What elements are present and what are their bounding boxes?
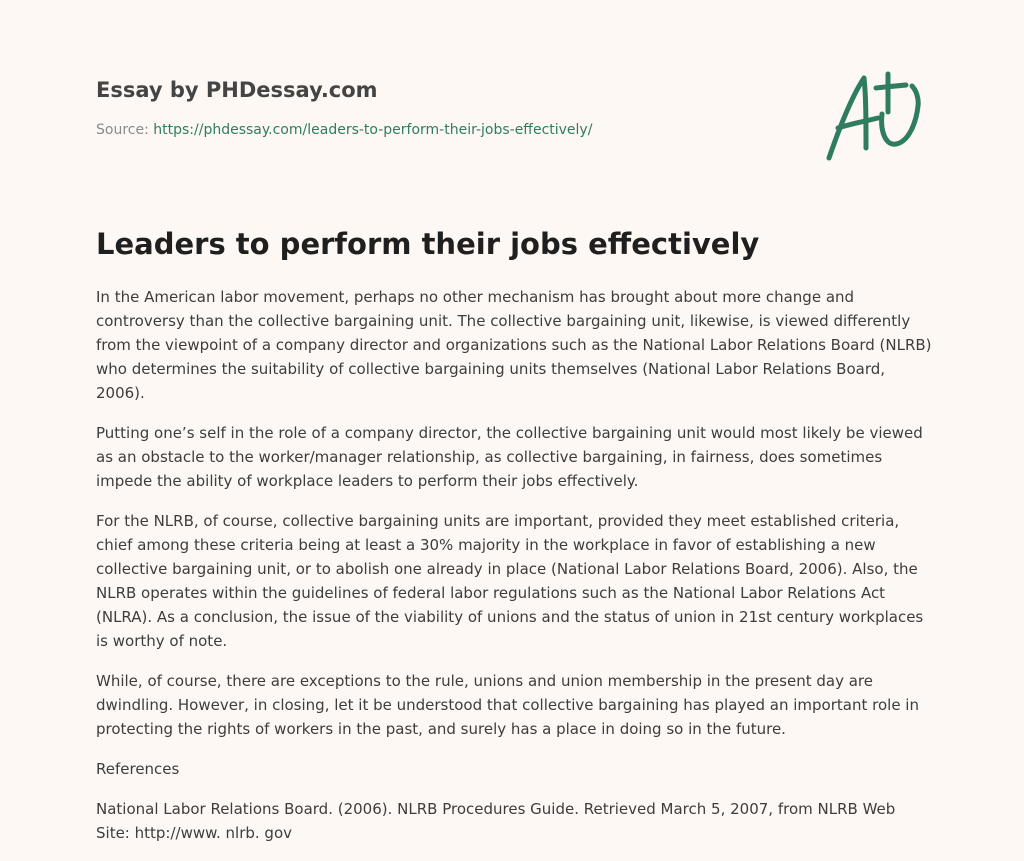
source-label: Source: — [96, 122, 154, 138]
essay-paragraph: Putting one’s self in the role of a company director, the collective bargaining unit would most likely be viewed as an obstacle to the worker/manager relationship, as collective bargaining, in fairness, does sometimes impede the ability of workplace leaders to perform their jobs effectively. — [96, 424, 923, 490]
essay-paragraph: While, of course, there are exceptions to the rule, unions and union membership in the present day are dwindling. However, in closing, let it be understood that collective bargaining has played an important role in protecting the rights of workers in the past, and surely has a place in doing so in the future. — [96, 672, 919, 738]
a-plus-grade-icon — [820, 66, 930, 166]
source-link[interactable]: https://phdessay.com/leaders-to-perform-their-jobs-effectively/ — [153, 122, 593, 138]
essay-body — [96, 285, 932, 861]
site-title: Essay by PHDessay.com — [96, 78, 378, 102]
essay-paragraph: In the American labor movement, perhaps no other mechanism has brought about more change and controversy than the collective bargaining unit. The collective bargaining unit, likewise, is viewed differently from the viewpoint of a company director and organizations such as the National Labor Relations Board (NLRB) who determines the suitability of collective bargaining units themselves (National Labor Relations Board, 2006). — [96, 288, 932, 402]
reference-item: National Labor Relations Board. (2006). NLRB Procedures Guide. Retrieved March 5, 2007, from NLRB Web Site: http://www. nlrb. gov — [96, 800, 896, 842]
essay-paragraph: For the NLRB, of course, collective bargaining units are important, provided they meet established criteria, chief among these criteria being at least a 30% majority in the workplace in favor of establishing a new collective bargaining unit, or to abolish one already in place (National Labor Relations Board, 2006). Also, the NLRB operates within the guidelines of federal labor regulations such as the National Labor Relations Act (NLRA). As a conclusion, the issue of the viability of unions and the status of union in 21st century workplaces is worthy of note. — [96, 512, 924, 650]
site-header — [96, 76, 796, 140]
references-heading: References — [96, 760, 180, 778]
source-line — [96, 120, 796, 140]
essay-title: Leaders to perform their jobs effectively — [96, 227, 760, 261]
